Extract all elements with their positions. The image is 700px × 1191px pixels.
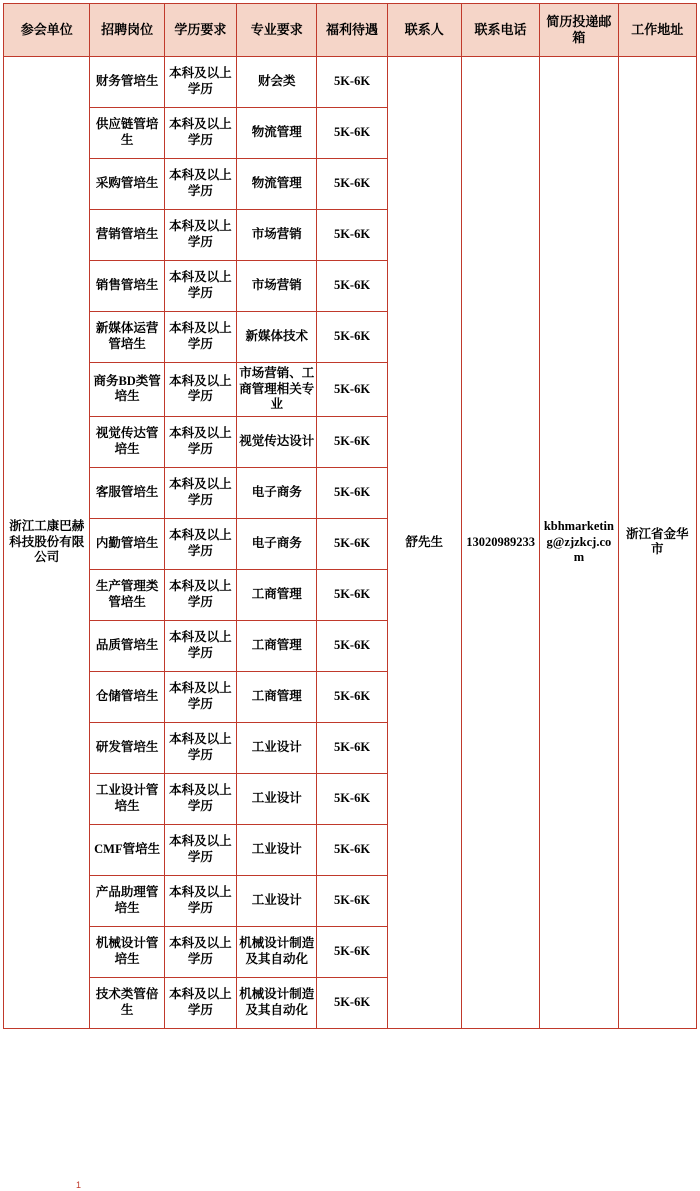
job-post: 销售管培生 <box>90 261 164 312</box>
job-post: 供应链管培生 <box>90 108 164 159</box>
contact-phone: 13020989233 <box>461 57 539 1029</box>
salary-benefit: 5K-6K <box>317 57 387 108</box>
education-requirement: 本科及以上学历 <box>164 416 236 467</box>
salary-benefit: 5K-6K <box>317 416 387 467</box>
major-requirement: 工业设计 <box>237 875 317 926</box>
major-requirement: 工商管理 <box>237 620 317 671</box>
salary-benefit: 5K-6K <box>317 108 387 159</box>
salary-benefit: 5K-6K <box>317 210 387 261</box>
resume-email: kbhmarketing@zjzkcj.com <box>540 57 618 1029</box>
job-post: 仓储管培生 <box>90 671 164 722</box>
education-requirement: 本科及以上学历 <box>164 773 236 824</box>
education-requirement: 本科及以上学历 <box>164 210 236 261</box>
salary-benefit: 5K-6K <box>317 722 387 773</box>
job-post: 品质管培生 <box>90 620 164 671</box>
major-requirement: 市场营销 <box>237 210 317 261</box>
major-requirement: 机械设计制造及其自动化 <box>237 977 317 1028</box>
major-requirement: 工业设计 <box>237 824 317 875</box>
education-requirement: 本科及以上学历 <box>164 467 236 518</box>
header-contact: 联系人 <box>387 4 461 57</box>
salary-benefit: 5K-6K <box>317 518 387 569</box>
header-phone: 联系电话 <box>461 4 539 57</box>
salary-benefit: 5K-6K <box>317 620 387 671</box>
salary-benefit: 5K-6K <box>317 773 387 824</box>
major-requirement: 电子商务 <box>237 467 317 518</box>
education-requirement: 本科及以上学历 <box>164 261 236 312</box>
major-requirement: 新媒体技术 <box>237 312 317 363</box>
education-requirement: 本科及以上学历 <box>164 824 236 875</box>
major-requirement: 物流管理 <box>237 159 317 210</box>
major-requirement: 财会类 <box>237 57 317 108</box>
job-post: 视觉传达管培生 <box>90 416 164 467</box>
major-requirement: 视觉传达设计 <box>237 416 317 467</box>
job-post: 生产管理类管培生 <box>90 569 164 620</box>
header-major: 专业要求 <box>237 4 317 57</box>
education-requirement: 本科及以上学历 <box>164 926 236 977</box>
major-requirement: 工商管理 <box>237 569 317 620</box>
job-post: 采购管培生 <box>90 159 164 210</box>
job-post: 财务管培生 <box>90 57 164 108</box>
major-requirement: 物流管理 <box>237 108 317 159</box>
education-requirement: 本科及以上学历 <box>164 363 236 417</box>
recruitment-table <box>3 3 697 1029</box>
header-post: 招聘岗位 <box>90 4 164 57</box>
job-post: 客服管培生 <box>90 467 164 518</box>
header-unit: 参会单位 <box>4 4 90 57</box>
education-requirement: 本科及以上学历 <box>164 312 236 363</box>
education-requirement: 本科及以上学历 <box>164 518 236 569</box>
education-requirement: 本科及以上学历 <box>164 108 236 159</box>
table-header-row <box>4 4 697 57</box>
salary-benefit: 5K-6K <box>317 977 387 1028</box>
salary-benefit: 5K-6K <box>317 261 387 312</box>
job-post: 研发管培生 <box>90 722 164 773</box>
job-post: CMF管培生 <box>90 824 164 875</box>
education-requirement: 本科及以上学历 <box>164 977 236 1028</box>
major-requirement: 机械设计制造及其自动化 <box>237 926 317 977</box>
education-requirement: 本科及以上学历 <box>164 875 236 926</box>
job-post: 机械设计管培生 <box>90 926 164 977</box>
table-body <box>4 57 697 1029</box>
work-address: 浙江省金华市 <box>618 57 696 1029</box>
salary-benefit: 5K-6K <box>317 671 387 722</box>
job-post: 商务BD类管培生 <box>90 363 164 417</box>
major-requirement: 工商管理 <box>237 671 317 722</box>
job-post: 新媒体运营管培生 <box>90 312 164 363</box>
salary-benefit: 5K-6K <box>317 467 387 518</box>
header-email: 简历投递邮箱 <box>540 4 618 57</box>
table-header <box>4 4 697 57</box>
salary-benefit: 5K-6K <box>317 312 387 363</box>
page-mark: 1 <box>76 1180 82 1190</box>
document-page <box>0 3 700 1191</box>
job-post: 产品助理管培生 <box>90 875 164 926</box>
major-requirement: 市场营销、工商管理相关专业 <box>237 363 317 417</box>
education-requirement: 本科及以上学历 <box>164 722 236 773</box>
salary-benefit: 5K-6K <box>317 875 387 926</box>
salary-benefit: 5K-6K <box>317 569 387 620</box>
major-requirement: 工业设计 <box>237 773 317 824</box>
company-name: 浙江工康巴赫科技股份有限公司 <box>4 57 90 1029</box>
header-address: 工作地址 <box>618 4 696 57</box>
salary-benefit: 5K-6K <box>317 824 387 875</box>
job-post: 工业设计管培生 <box>90 773 164 824</box>
header-salary: 福利待遇 <box>317 4 387 57</box>
education-requirement: 本科及以上学历 <box>164 620 236 671</box>
job-post: 技术类管倍生 <box>90 977 164 1028</box>
major-requirement: 电子商务 <box>237 518 317 569</box>
contact-person: 舒先生 <box>387 57 461 1029</box>
education-requirement: 本科及以上学历 <box>164 159 236 210</box>
salary-benefit: 5K-6K <box>317 159 387 210</box>
education-requirement: 本科及以上学历 <box>164 569 236 620</box>
education-requirement: 本科及以上学历 <box>164 671 236 722</box>
education-requirement: 本科及以上学历 <box>164 57 236 108</box>
table-row <box>4 57 697 108</box>
header-education: 学历要求 <box>164 4 236 57</box>
salary-benefit: 5K-6K <box>317 926 387 977</box>
salary-benefit: 5K-6K <box>317 363 387 417</box>
job-post: 内勤管培生 <box>90 518 164 569</box>
major-requirement: 市场营销 <box>237 261 317 312</box>
job-post: 营销管培生 <box>90 210 164 261</box>
major-requirement: 工业设计 <box>237 722 317 773</box>
